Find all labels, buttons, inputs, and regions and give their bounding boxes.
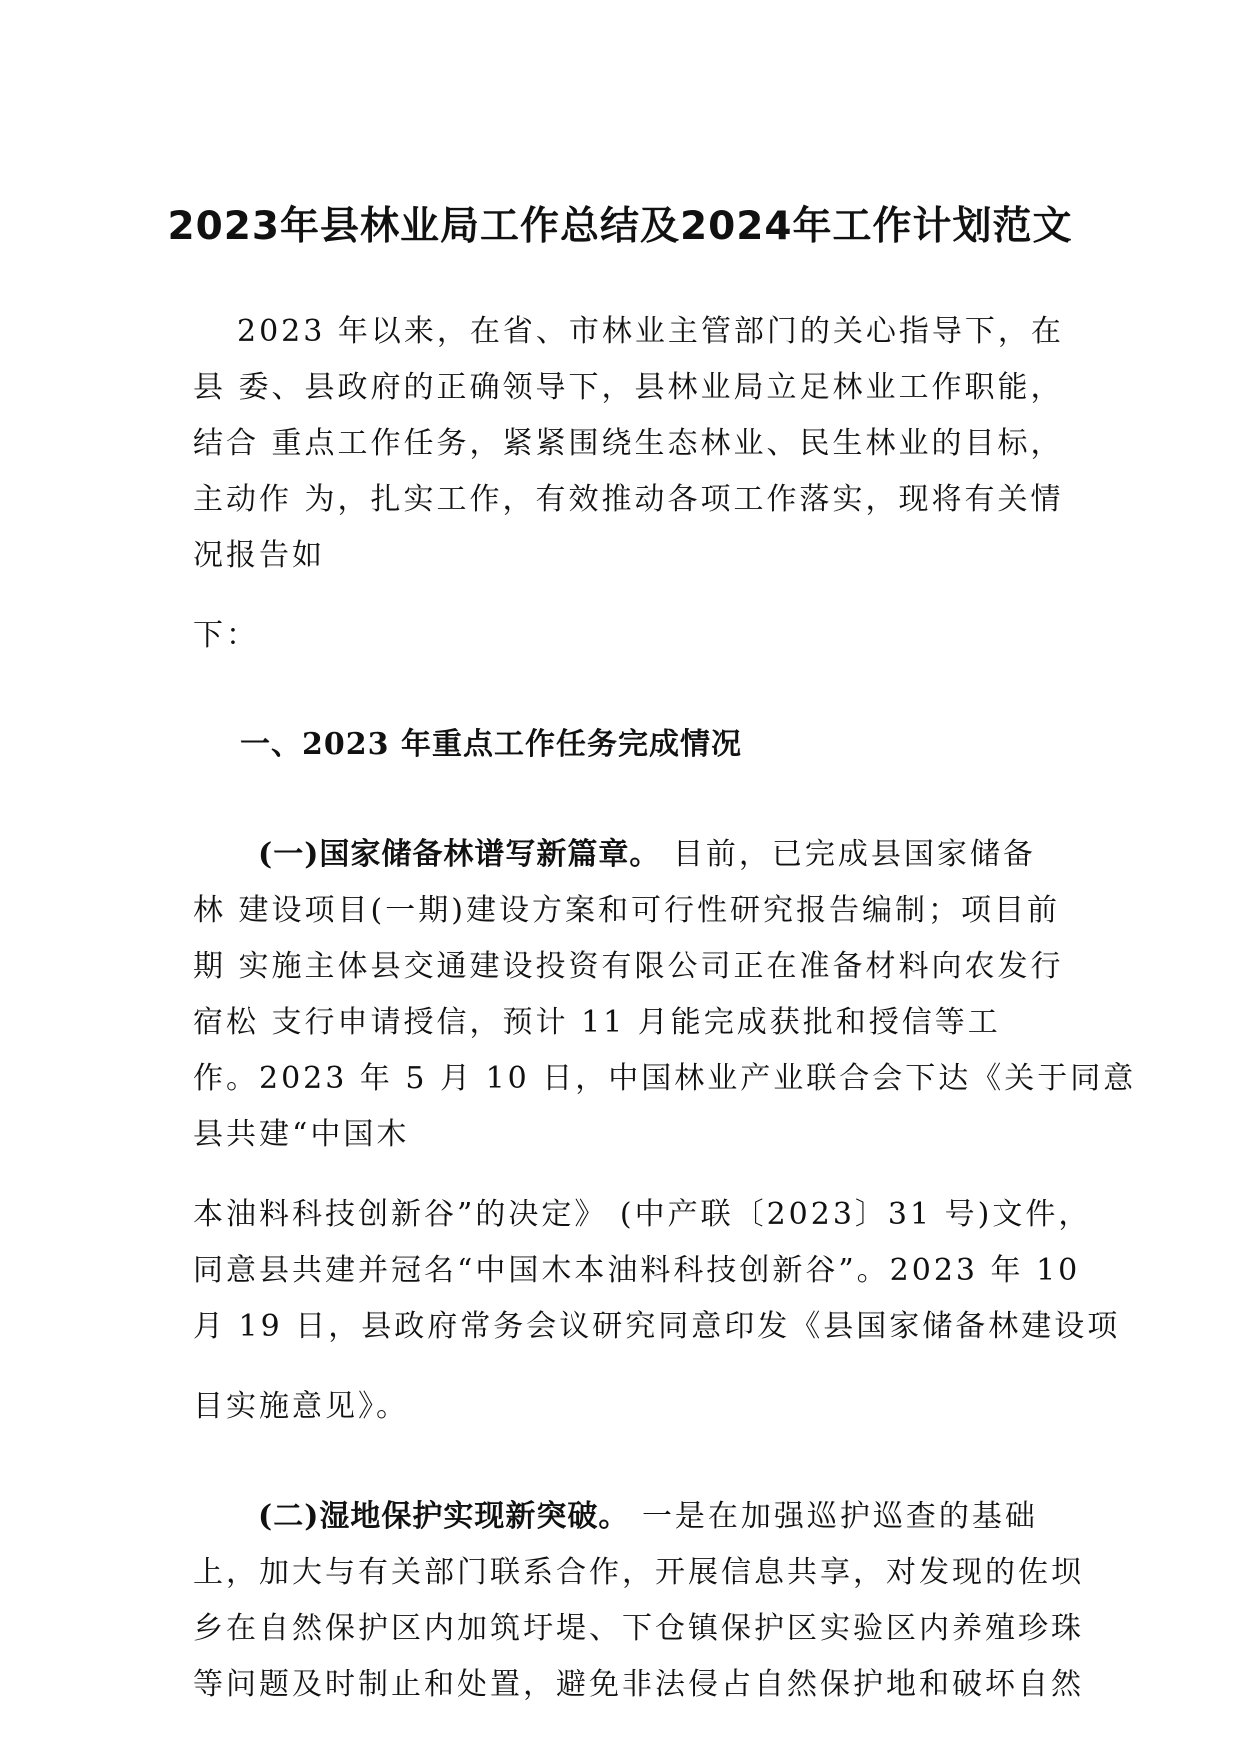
- item1-line-6: 县共建“中国木: [193, 1117, 410, 1152]
- intro-line-2: 县 委、县政府的正确领导下，县林业局立足林业工作职能，: [193, 370, 1064, 405]
- document-title: 2023年县林业局工作总结及2024年工作计划范文: [167, 204, 1073, 249]
- item1-line-8: 同意县共建并冠名“中国木本油料科技创新谷”。2023 年 10: [193, 1253, 1081, 1288]
- item1-line-4: 宿松 支行申请授信，预计 11 月能完成获批和授信等工: [193, 1005, 1001, 1040]
- item1-lead: (一)国家储备林谱写新篇章。: [258, 837, 661, 872]
- item2-first-line-rest: 一是在加强巡护巡查的基础: [641, 1499, 1038, 1534]
- item1-line-2: 林 建设项目(一期)建设方案和可行性研究报告编制；项目前: [193, 893, 1060, 928]
- section-heading-1: 一、2023 年重点工作任务完成情况: [240, 727, 742, 762]
- item2-line-4: 等问题及时制止和处置，避免非法侵占自然保护地和破坏自然: [193, 1667, 1084, 1702]
- item2-first-line: [258, 1499, 1038, 1535]
- item2-line-3: 乡在自然保护区内加筑圩堤、下仓镇保护区实验区内养殖珍珠: [193, 1611, 1084, 1646]
- intro-line-3: 结合 重点工作任务，紧紧围绕生态林业、民生林业的目标，: [193, 426, 1064, 461]
- item1-line-7: 本油料科技创新谷”的决定》 (中产联〔2023〕31 号)文件，: [193, 1197, 1092, 1232]
- intro-line-6: 下：: [193, 618, 259, 653]
- intro-line-4: 主动作 为，扎实工作，有效推动各项工作落实，现将有关情: [193, 482, 1064, 517]
- item2-lead: (二)湿地保护实现新突破。: [258, 1499, 630, 1534]
- intro-line-1: 2023 年以来，在省、市林业主管部门的关心指导下，在: [237, 314, 1064, 349]
- item1-line-3: 期 实施主体县交通建设投资有限公司正在准备材料向农发行: [193, 949, 1064, 984]
- item1-line-9: 月 19 日，县政府常务会议研究同意印发《县国家储备林建设项: [193, 1309, 1121, 1344]
- item1-first-line-rest: 目前，已完成县国家储备: [672, 837, 1036, 872]
- intro-line-5: 况报告如: [193, 538, 325, 573]
- item1-line-10: 目实施意见》。: [193, 1389, 409, 1424]
- item1-line-5: 作。2023 年 5 月 10 日，中国林业产业联合会下达《关于同意: [193, 1061, 1137, 1096]
- item1-first-line: [258, 837, 1036, 873]
- item2-line-2: 上，加大与有关部门联系合作，开展信息共享，对发现的佐坝: [193, 1555, 1084, 1590]
